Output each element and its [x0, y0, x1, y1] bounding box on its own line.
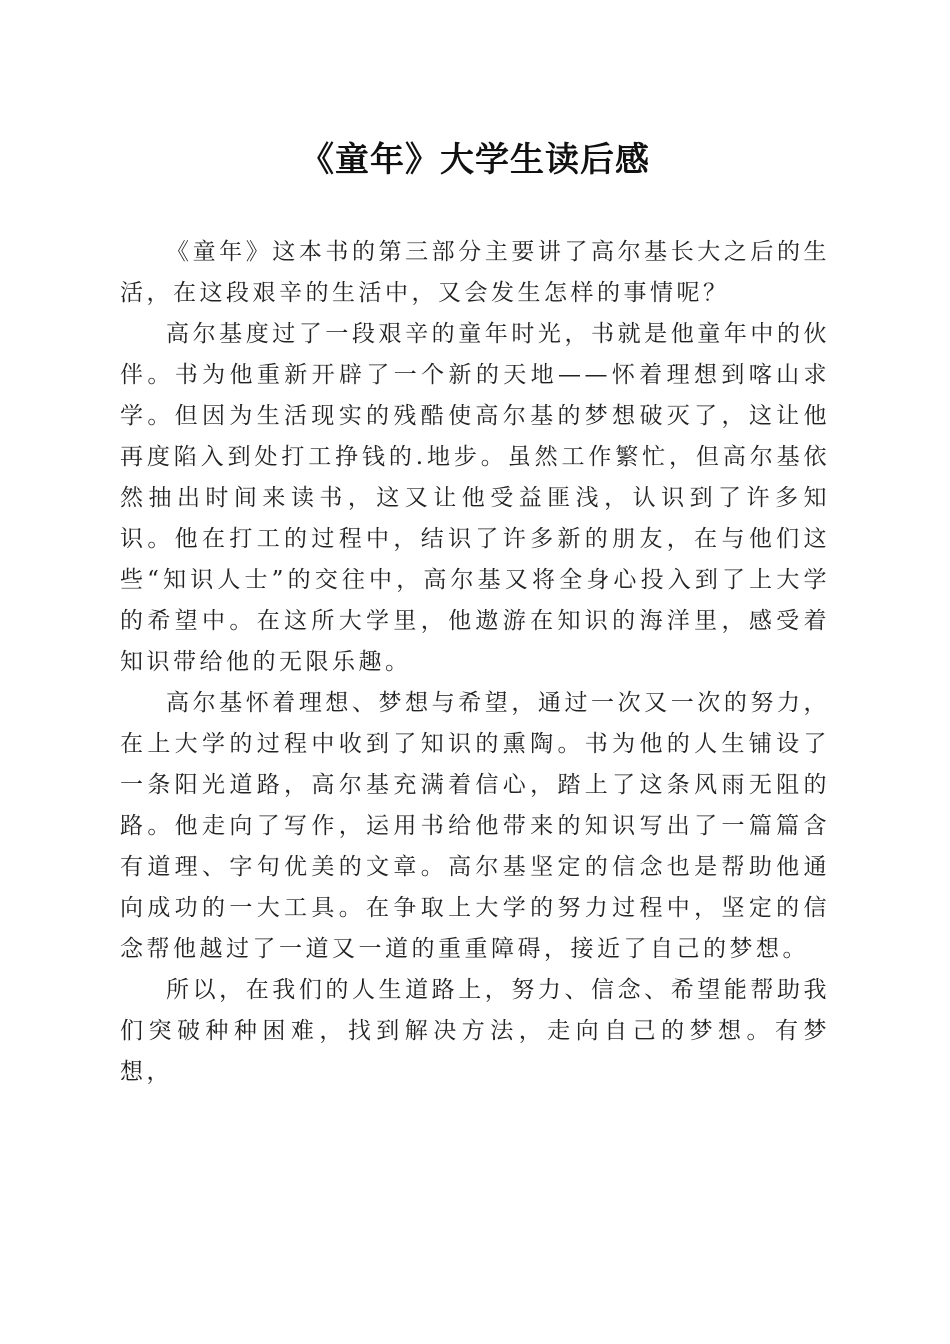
- document-body: [120, 232, 830, 1093]
- document-title: 《童年》大学生读后感: [300, 140, 650, 180]
- paragraph-4: 所以，在我们的人生道路上，努力、信念、希望能帮助我们突破种种困难，找到解决方法，走向自己的梦想。有梦想，: [120, 977, 830, 1085]
- paragraph-3: 高尔基怀着理想、梦想与希望，通过一次又一次的努力，在上大学的过程中收到了知识的熏陶。书为他的人生铺设了一条阳光道路，高尔基充满着信心，踏上了这条风雨无阻的路。他走向了写作，运用书给他带来的知识写出了一篇篇含有道理、字句优美的文章。高尔基坚定的信念也是帮助他通向成功的一大工具。在争取上大学的努力过程中，坚定的信念帮他越过了一道又一道的重重障碍，接近了自己的梦想。: [120, 690, 830, 962]
- paragraph-1: 《童年》这本书的第三部分主要讲了高尔基长大之后的生活，在这段艰辛的生活中，又会发生怎样的事情呢？: [120, 239, 830, 306]
- paragraph-2: 高尔基度过了一段艰辛的童年时光，书就是他童年中的伙伴。书为他重新开辟了一个新的天地——怀着理想到喀山求学。但因为生活现实的残酷使高尔基的梦想破灭了，这让他再度陷入到处打工挣钱的.地步。虽然工作繁忙，但高尔基依然抽出时间来读书，这又让他受益匪浅，认识到了许多知识。他在打工的过程中，结识了许多新的朋友，在与他们这些“知识人士”的交往中，高尔基又将全身心投入到了上大学的希望中。在这所大学里，他遨游在知识的海洋里，感受着知识带给他的无限乐趣。: [120, 321, 830, 675]
